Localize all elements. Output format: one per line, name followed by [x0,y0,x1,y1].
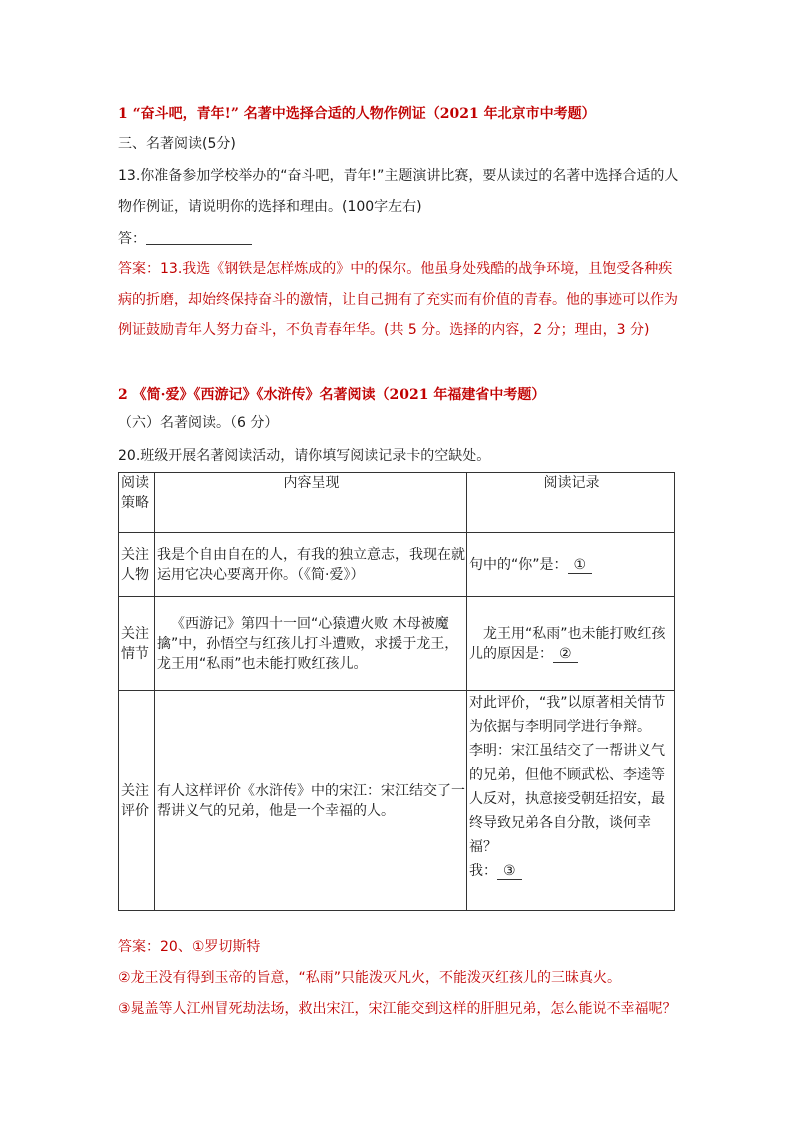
answer-label: 答： [118,231,146,247]
record-me: 我： [469,863,497,879]
record-cell [467,597,675,691]
strategy-cell: 关注评价 [119,691,155,911]
record-prefix: 句中的“你”是： [469,556,568,573]
answer-line [118,228,252,249]
section1-heading: 1 “奋斗吧，青年!” 名著中选择合适的人物作例证（2021 年北京市中考题） [118,106,596,122]
content-cell: 有人这样评价《水浒传》中的宋江：宋江结交了一帮讲义气的兄弟，他是一个幸福的人。 [155,691,467,911]
record-me-line [469,859,674,883]
header-strategy: 阅读策略 [119,473,155,533]
record-prefix: 龙王用“私雨”也未能打败红孩儿的原因是： [469,625,666,662]
answer-blank-3: ③ [497,863,522,880]
strategy-cell: 关注情节 [119,597,155,691]
table-header-row [119,473,675,533]
reading-record-table [118,472,675,911]
section2-part-title: （六）名著阅读。（6 分） [118,415,279,431]
strategy-cell: 关注人物 [119,533,155,597]
table-row [119,597,675,691]
record-liming: 李明：宋江虽结交了一帮讲义气的兄弟，但他不顾武松、李逵等人反对，执意接受朝廷招安，最终导致兄弟各自分散，谈何幸福？ [469,743,665,855]
section1-part-title: 三、名著阅读(5分) [118,136,236,152]
answer-20-line3: ③晁盖等人江州冒死劫法场，救出宋江，宋江能交到这样的肝胆兄弟，怎么能说不幸福呢？ [118,1001,677,1017]
record-intro: 对此评价，“我”以原著相关情节为依据与李明同学进行争辩。 [469,695,666,735]
answer-20-line2: ②龙王没有得到玉帝的旨意，“私雨”只能泼灭凡火，不能泼灭红孩儿的三昧真火。 [118,970,622,986]
table-row [119,533,675,597]
content-cell: 《西游记》第四十一回“心猿遭火败 木母被魔擒”中，孙悟空与红孩儿打斗遭败，求援于龙王，龙王用“私雨”也未能打败红孩儿。 [155,597,467,691]
answer-13-line2: 病的折磨，却始终保持奋斗的激情，让自己拥有了充实而有价值的青春。他的事迹可以作为 [118,292,678,308]
section2-heading: 2 《简·爱》《西游记》《水浒传》名著阅读（2021 年福建省中考题） [118,387,546,403]
answer-20-line1: 答案：20、①罗切斯特 [118,939,261,955]
record-cell [467,533,675,597]
content-cell: 我是个自由自在的人，有我的独立意志，我现在就运用它决心要离开你。（《简·爱》） [155,533,467,597]
question-20: 20.班级开展名著阅读活动，请你填写阅读记录卡的空缺处。 [118,448,491,464]
question-13-line2: 物作例证，请说明你的选择和理由。(100字左右) [118,199,422,215]
answer-blank-1: ① [568,557,593,574]
question-13-line1: 13.你准备参加学校举办的“奋斗吧，青年!”主题演讲比赛，要从读过的名著中选择合适的人 [118,168,679,184]
answer-13-line3: 例证鼓励青年人努力奋斗，不负青春年华。(共 5 分。选择的内容，2 分；理由，3 分) [118,322,650,338]
header-record: 阅读记录 [467,473,675,533]
header-content: 内容呈现 [155,473,467,533]
answer-blank [146,228,252,245]
answer-13-line1: 答案：13.我选《钢铁是怎样炼成的》中的保尔。他虽身处残酷的战争环境，且饱受各种疾 [118,261,673,277]
answer-blank-2: ② [553,646,578,663]
record-cell [467,691,675,911]
table-row [119,691,675,911]
